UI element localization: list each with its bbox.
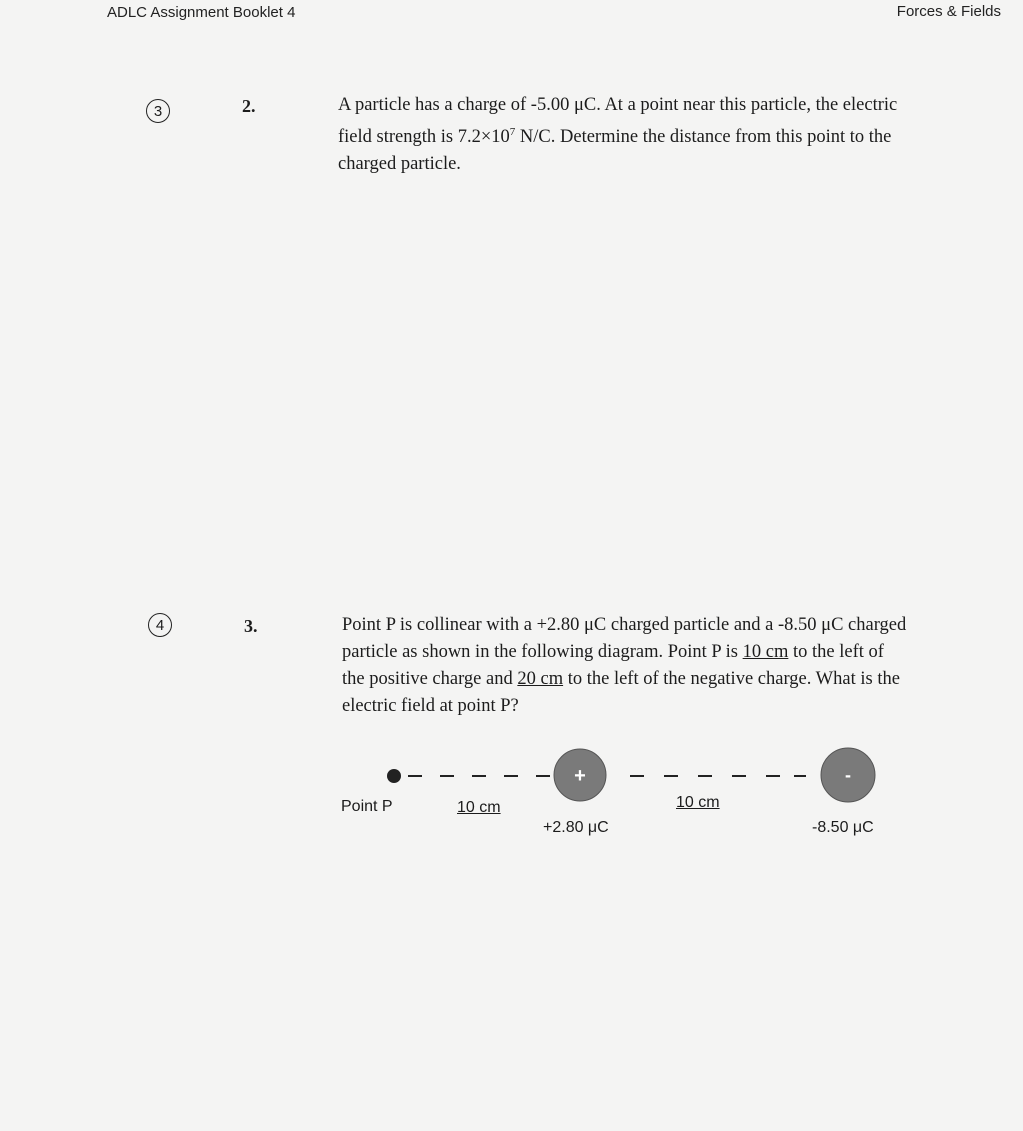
underlined-distance: 20 cm xyxy=(517,669,564,689)
question-line: charged particle. xyxy=(338,154,461,175)
question-line: Point P is collinear with a +2.80 μC charged particle and a -8.50 μC charged xyxy=(342,615,907,635)
text-fragment: field strength is 7.2×10 xyxy=(338,127,510,148)
question-number: 2. xyxy=(242,96,256,116)
underlined-distance: 10 cm xyxy=(742,642,789,662)
marks-value: 4 xyxy=(155,616,165,634)
question-line xyxy=(342,666,906,693)
point-p-dot xyxy=(387,769,401,783)
exponent: 7 xyxy=(509,126,516,138)
question-line xyxy=(338,119,897,151)
charge-diagram xyxy=(330,745,900,855)
unit-title: Forces & Fields xyxy=(896,3,1001,20)
question-text xyxy=(342,612,906,720)
point-p-label: Point P xyxy=(341,798,393,815)
text-fragment: the positive charge and xyxy=(342,669,518,689)
question-number: 3. xyxy=(244,616,258,636)
marks-badge xyxy=(146,99,170,123)
positive-sign: + xyxy=(574,765,586,787)
text-fragment: to the left of the negative charge. What is the xyxy=(563,669,900,689)
negative-sign: - xyxy=(845,765,851,785)
text-fragment: particle as shown in the following diagram. Point P is xyxy=(342,642,743,662)
question-line: electric field at point P? xyxy=(342,696,519,716)
distance-label-2: 10 cm xyxy=(676,794,720,811)
booklet-title: ADLC Assignment Booklet 4 xyxy=(107,4,296,21)
question-line: A particle has a charge of -5.00 μC. At a point near this particle, the electric xyxy=(338,95,898,115)
negative-charge-label: -8.50 μC xyxy=(812,819,874,836)
distance-label-1: 10 cm xyxy=(457,799,501,816)
marks-badge xyxy=(148,613,172,637)
text-fragment: N/C. Determine the distance from this point to the xyxy=(515,127,892,148)
question-line xyxy=(342,639,906,666)
diagram-drawing xyxy=(330,745,900,855)
marks-value: 3 xyxy=(153,102,163,120)
text-fragment: to the left of xyxy=(788,642,884,662)
positive-charge-label: +2.80 μC xyxy=(543,819,609,836)
question-text xyxy=(338,92,897,178)
